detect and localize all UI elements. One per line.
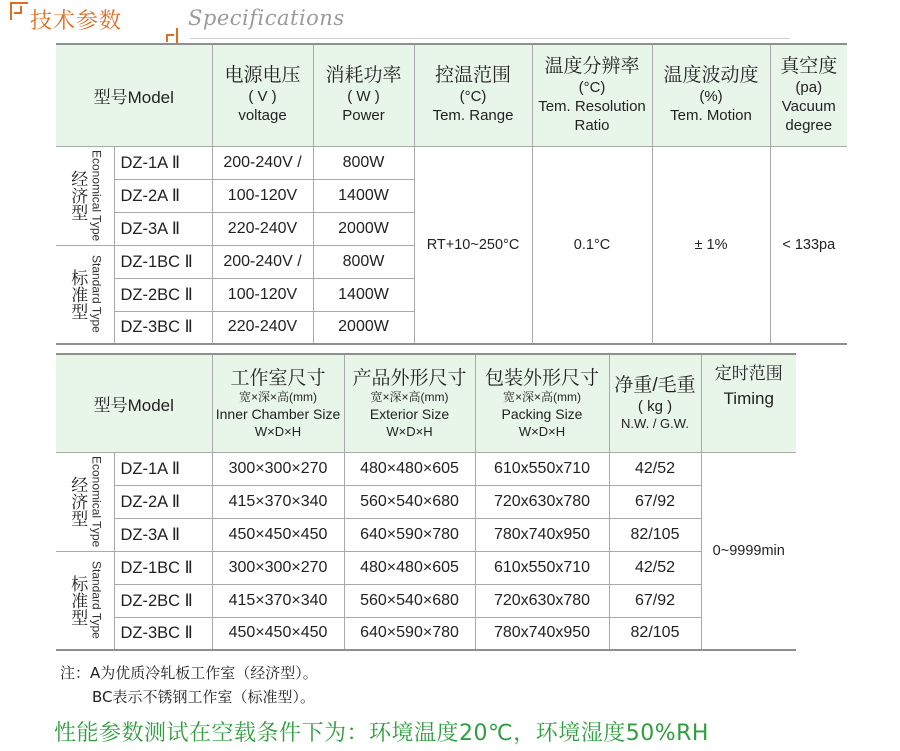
resolution-value: 0.1°C xyxy=(532,146,652,344)
header-timing: 定时范围 Timing xyxy=(701,354,796,452)
header-exterior-size: 产品外形尺寸 宽×深×高(mm) Exterior Size W×D×H xyxy=(344,354,475,452)
table-row xyxy=(56,584,796,617)
packing-size-cell: 610x550x710 xyxy=(475,551,609,584)
group-standard: 标准型 Standard Type xyxy=(56,551,114,650)
power-cell: 800W xyxy=(313,245,414,278)
group-economical: 经济型 Economical Type xyxy=(56,146,114,245)
header-temp-range: 控温范围 (°C) Tem. Range xyxy=(414,44,532,146)
power-cell: 1400W xyxy=(313,179,414,212)
power-cell: 1400W xyxy=(313,278,414,311)
header-model: 型号Model xyxy=(56,44,212,146)
model-cell: DZ-2BC Ⅱ xyxy=(114,584,212,617)
voltage-cell: 200-240V / xyxy=(212,245,313,278)
model-cell: DZ-3BC Ⅱ xyxy=(114,617,212,650)
packing-size-cell: 780x740x950 xyxy=(475,617,609,650)
header-power: 消耗功率 ( W ) Power xyxy=(313,44,414,146)
table-row xyxy=(56,551,796,584)
header-voltage: 电源电压 ( V ) voltage xyxy=(212,44,313,146)
voltage-cell: 220-240V xyxy=(212,212,313,245)
packing-size-cell: 720x630x780 xyxy=(475,584,609,617)
model-cell: DZ-3BC Ⅱ xyxy=(114,311,212,344)
exterior-size-cell: 640×590×780 xyxy=(344,518,475,551)
group-standard: 标准型 Standard Type xyxy=(56,245,114,344)
model-cell: DZ-1A Ⅱ xyxy=(114,452,212,485)
power-cell: 800W xyxy=(313,146,414,179)
table-row xyxy=(56,452,796,485)
header-packing-size: 包装外形尺寸 宽×深×高(mm) Packing Size W×D×H xyxy=(475,354,609,452)
weight-cell: 67/92 xyxy=(609,584,701,617)
exterior-size-cell: 640×590×780 xyxy=(344,617,475,650)
packing-size-cell: 720x630x780 xyxy=(475,485,609,518)
group-economical: 经济型 Economical Type xyxy=(56,452,114,551)
motion-value: ± 1% xyxy=(652,146,770,344)
power-cell: 2000W xyxy=(313,212,414,245)
table-row xyxy=(56,146,847,179)
header-vacuum: 真空度 (pa) Vacuum degree xyxy=(770,44,847,146)
power-cell: 2000W xyxy=(313,311,414,344)
packing-size-cell: 780x740x950 xyxy=(475,518,609,551)
weight-cell: 67/92 xyxy=(609,485,701,518)
section-header xyxy=(10,2,890,40)
model-cell: DZ-1A Ⅱ xyxy=(114,146,212,179)
inner-size-cell: 415×370×340 xyxy=(212,584,344,617)
voltage-cell: 100-120V xyxy=(212,179,313,212)
section-title-en: Specifications xyxy=(188,6,345,30)
model-cell: DZ-3A Ⅱ xyxy=(114,518,212,551)
header-inner-size: 工作室尺寸 宽×深×高(mm) Inner Chamber Size W×D×H xyxy=(212,354,344,452)
model-cell: DZ-1BC Ⅱ xyxy=(114,245,212,278)
model-cell: DZ-2A Ⅱ xyxy=(114,485,212,518)
vacuum-value: < 133pa xyxy=(770,146,847,344)
table-header-row xyxy=(56,354,796,452)
model-cell: DZ-2BC Ⅱ xyxy=(114,278,212,311)
header-resolution: 温度分辨率 (°C) Tem. Resolution Ratio xyxy=(532,44,652,146)
exterior-size-cell: 480×480×605 xyxy=(344,452,475,485)
weight-cell: 82/105 xyxy=(609,617,701,650)
packing-size-cell: 610x550x710 xyxy=(475,452,609,485)
table-header-row xyxy=(56,44,847,146)
table-row xyxy=(56,518,796,551)
inner-size-cell: 450×450×450 xyxy=(212,518,344,551)
weight-cell: 42/52 xyxy=(609,452,701,485)
inner-size-cell: 300×300×270 xyxy=(212,551,344,584)
section-title-cn: 技术参数 xyxy=(30,9,123,34)
inner-size-cell: 450×450×450 xyxy=(212,617,344,650)
inner-size-cell: 415×370×340 xyxy=(212,485,344,518)
voltage-cell: 220-240V xyxy=(212,311,313,344)
model-cell: DZ-2A Ⅱ xyxy=(114,179,212,212)
exterior-size-cell: 560×540×680 xyxy=(344,485,475,518)
weight-cell: 82/105 xyxy=(609,518,701,551)
timing-value: 0~9999min xyxy=(701,452,796,650)
test-conditions: 性能参数测试在空载条件下为：环境温度20℃，环境湿度50%RH xyxy=(54,721,709,746)
dimension-spec-table xyxy=(56,353,796,651)
note-line-2: BC表示不锈钢工作室（标准型）。 xyxy=(92,688,316,706)
table-row xyxy=(56,617,796,650)
inner-size-cell: 300×300×270 xyxy=(212,452,344,485)
header-divider xyxy=(190,38,790,39)
temp-range-value: RT+10~250°C xyxy=(414,146,532,344)
note-line-1: 注：A为优质冷轧板工作室（经济型）。 xyxy=(60,664,318,682)
header-weight: 净重/毛重 ( kg ) N.W. / G.W. xyxy=(609,354,701,452)
model-cell: DZ-3A Ⅱ xyxy=(114,212,212,245)
voltage-cell: 200-240V / xyxy=(212,146,313,179)
exterior-size-cell: 560×540×680 xyxy=(344,584,475,617)
header-motion: 温度波动度 (%) Tem. Motion xyxy=(652,44,770,146)
exterior-size-cell: 480×480×605 xyxy=(344,551,475,584)
weight-cell: 42/52 xyxy=(609,551,701,584)
model-cell: DZ-1BC Ⅱ xyxy=(114,551,212,584)
voltage-cell: 100-120V xyxy=(212,278,313,311)
header-model: 型号Model xyxy=(56,354,212,452)
electrical-spec-table xyxy=(56,43,847,345)
table-row xyxy=(56,485,796,518)
